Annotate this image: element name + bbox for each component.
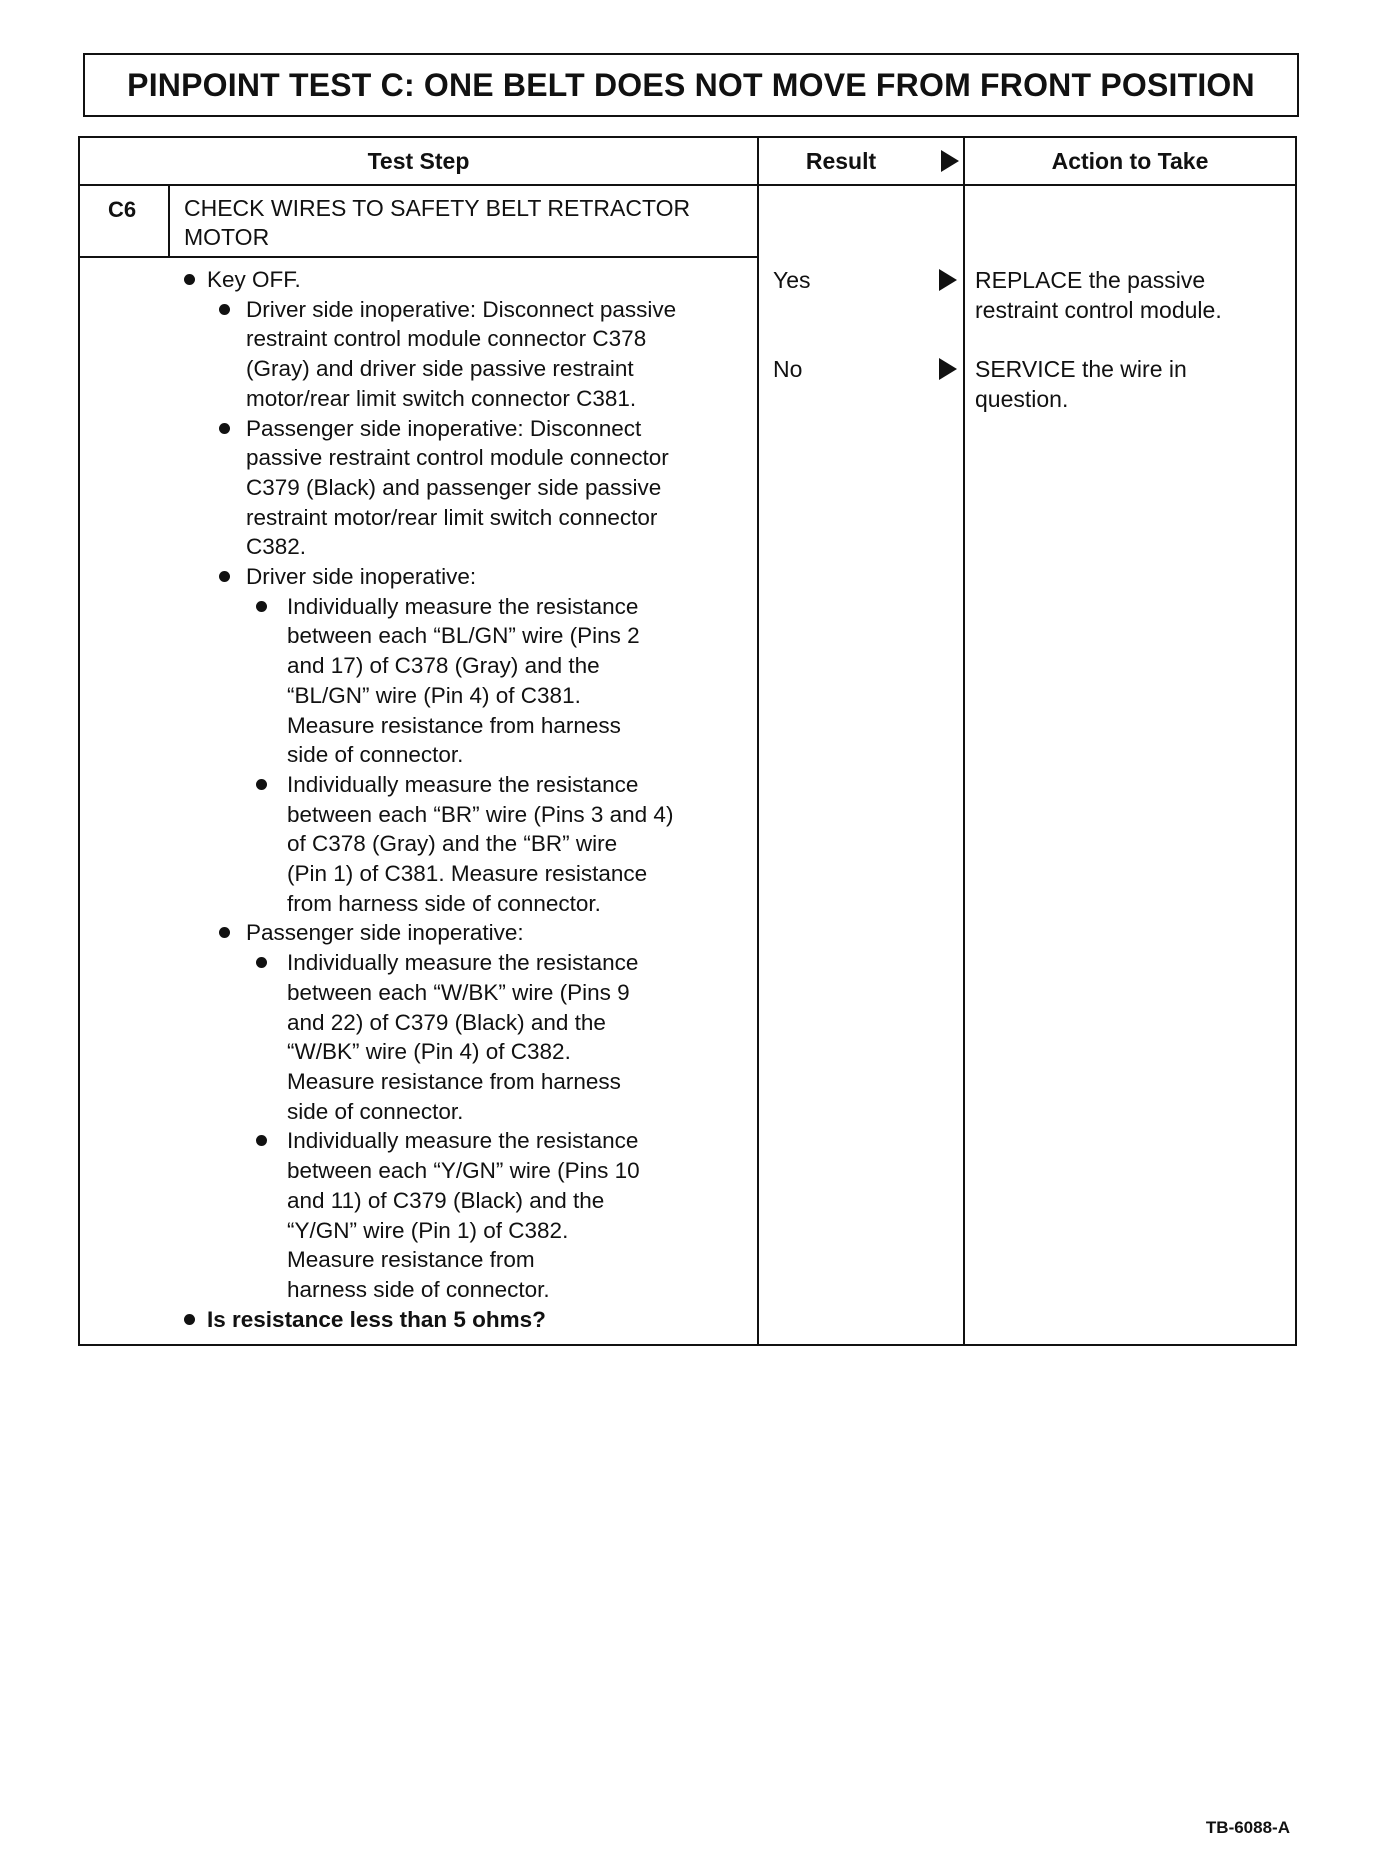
- result-no: No: [773, 356, 803, 382]
- instruction-line: [80, 473, 760, 503]
- step-title-line: MOTOR: [184, 224, 270, 250]
- instruction-text: Individually measure the resistance: [287, 950, 639, 976]
- step-id-divider: [168, 184, 170, 256]
- instruction-text: Passenger side inoperative:: [246, 920, 524, 946]
- instruction-line: [80, 740, 760, 770]
- bullet-icon: [219, 927, 230, 938]
- instruction-text: harness side of connector.: [287, 1276, 550, 1302]
- instruction-text: (Gray) and driver side passive restraint: [246, 356, 634, 382]
- instruction-line: [80, 651, 760, 681]
- bullet-icon: [256, 1135, 267, 1146]
- instruction-text: of C378 (Gray) and the “BR” wire: [287, 831, 618, 857]
- instruction-line: [80, 532, 760, 562]
- action-line: REPLACE the passive: [975, 267, 1206, 293]
- bullet-icon: [219, 304, 230, 315]
- instruction-line: [80, 1186, 760, 1216]
- bullet-icon: [256, 779, 267, 790]
- instruction-text: restraint control module connector C378: [246, 326, 647, 352]
- instruction-text: C379 (Black) and passenger side passive: [246, 474, 662, 500]
- instruction-line: [80, 1037, 760, 1067]
- instruction-line: [80, 918, 760, 948]
- instruction-line: [80, 621, 760, 651]
- instruction-line: [80, 414, 760, 444]
- instruction-line: [80, 384, 760, 414]
- bullet-icon: [256, 957, 267, 968]
- instruction-text: Individually measure the resistance: [287, 593, 639, 619]
- instruction-line: [80, 562, 760, 592]
- instruction-line: [80, 978, 760, 1008]
- instruction-text: “Y/GN” wire (Pin 1) of C382.: [287, 1217, 569, 1243]
- instruction-text: from harness side of connector.: [287, 890, 601, 916]
- bullet-icon: [219, 571, 230, 582]
- instruction-line: [80, 503, 760, 533]
- bullet-icon: [184, 274, 195, 285]
- instruction-text: Is resistance less than 5 ohms?: [207, 1306, 546, 1332]
- step-title-line: CHECK WIRES TO SAFETY BELT RETRACTOR: [184, 195, 691, 221]
- instruction-line: [80, 829, 760, 859]
- instruction-line: [80, 1216, 760, 1246]
- instruction-line: [80, 1067, 760, 1097]
- instruction-line: [80, 711, 760, 741]
- arrow-icon: [939, 269, 957, 291]
- instruction-text: “W/BK” wire (Pin 4) of C382.: [287, 1039, 571, 1065]
- instruction-line: [80, 889, 760, 919]
- instruction-line: [80, 592, 760, 622]
- instruction-text: Passenger side inoperative: Disconnect: [246, 415, 642, 441]
- step-title: [184, 194, 744, 252]
- instruction-text: “BL/GN” wire (Pin 4) of C381.: [287, 682, 581, 708]
- header-result: Result: [805, 147, 877, 174]
- action-line: question.: [975, 385, 1069, 412]
- step-title-divider: [80, 256, 759, 258]
- instruction-list: [80, 265, 760, 1334]
- title-box: [83, 53, 1299, 117]
- instruction-text: Key OFF.: [207, 267, 301, 292]
- instruction-text: (Pin 1) of C381. Measure resistance: [287, 861, 648, 887]
- figure-code: TB-6088-A: [1205, 1818, 1290, 1837]
- arrow-icon: [941, 150, 959, 172]
- bullet-icon: [184, 1314, 195, 1325]
- col-divider-result-action: [963, 138, 965, 1344]
- instruction-text: between each “BL/GN” wire (Pins 2: [287, 623, 640, 649]
- instruction-text: Driver side inoperative: Disconnect passive: [246, 296, 677, 322]
- instruction-line: [80, 443, 760, 473]
- instruction-text: between each “W/BK” wire (Pins 9: [287, 979, 630, 1005]
- instruction-line: [80, 800, 760, 830]
- header-result-cell: [759, 138, 963, 184]
- instruction-line: [80, 1156, 760, 1186]
- instruction-text: and 17) of C378 (Gray) and the: [287, 653, 600, 679]
- action-line: SERVICE the wire in: [975, 356, 1187, 382]
- instruction-text: Measure resistance from harness: [287, 712, 621, 738]
- instruction-text: side of connector.: [287, 1098, 464, 1124]
- result-yes: Yes: [773, 267, 811, 293]
- instruction-line: [80, 1275, 760, 1305]
- instruction-line: [80, 770, 760, 800]
- header-action: Action to Take: [1051, 147, 1209, 174]
- instruction-line: [80, 295, 760, 325]
- instruction-text: side of connector.: [287, 742, 464, 768]
- instruction-line: [80, 1008, 760, 1038]
- page-title: PINPOINT TEST C: ONE BELT DOES NOT MOVE FROM FRONT POSITION: [127, 66, 1255, 103]
- instruction-text: and 22) of C379 (Black) and the: [287, 1009, 606, 1035]
- instruction-line: [80, 948, 760, 978]
- action-line: restraint control module.: [975, 296, 1222, 323]
- instruction-text: Individually measure the resistance: [287, 771, 639, 797]
- instruction-text: and 11) of C379 (Black) and the: [287, 1187, 605, 1213]
- action-no: [975, 355, 1295, 414]
- instruction-line: [80, 681, 760, 711]
- instruction-line: [80, 324, 760, 354]
- step-id: C6: [108, 197, 137, 222]
- instruction-line: [80, 265, 760, 295]
- instruction-line: [80, 1305, 760, 1335]
- instruction-line: [80, 1097, 760, 1127]
- instruction-text: motor/rear limit switch connector C381.: [246, 385, 637, 411]
- instruction-text: C382.: [246, 534, 307, 560]
- header-test-step: Test Step: [367, 147, 470, 174]
- arrow-icon: [939, 358, 957, 380]
- instruction-text: between each “BR” wire (Pins 3 and 4): [287, 801, 674, 827]
- bullet-icon: [256, 601, 267, 612]
- instruction-text: restraint motor/rear limit switch connector: [246, 504, 658, 530]
- instruction-line: [80, 1126, 760, 1156]
- instruction-text: Individually measure the resistance: [287, 1128, 639, 1154]
- instruction-line: [80, 354, 760, 384]
- instruction-text: Measure resistance from: [287, 1247, 535, 1273]
- instruction-text: Driver side inoperative:: [246, 564, 477, 590]
- instruction-line: [80, 1245, 760, 1275]
- instruction-text: passive restraint control module connector: [246, 445, 669, 471]
- action-yes: [975, 266, 1295, 325]
- bullet-icon: [219, 423, 230, 434]
- instruction-line: [80, 859, 760, 889]
- instruction-text: between each “Y/GN” wire (Pins 10: [287, 1158, 640, 1184]
- pinpoint-table: [78, 136, 1297, 1346]
- instruction-text: Measure resistance from harness: [287, 1068, 621, 1094]
- header-divider: [80, 184, 1295, 186]
